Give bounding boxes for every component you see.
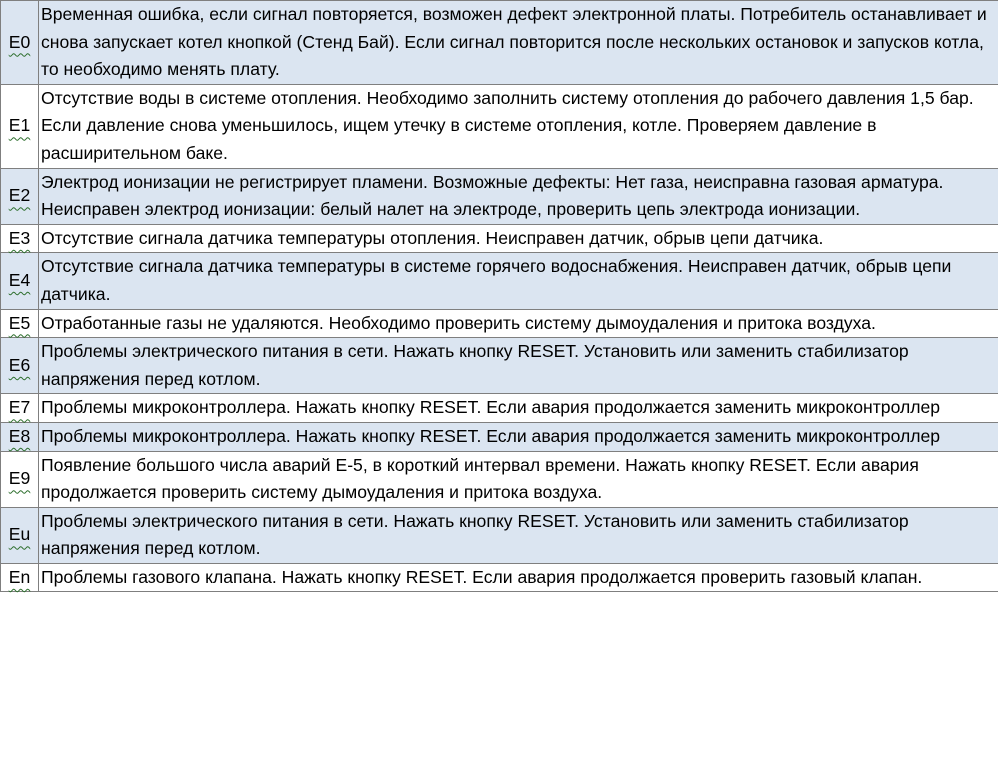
error-code-cell: Eu [1, 507, 39, 563]
error-code-cell: E4 [1, 253, 39, 309]
error-code-cell: E6 [1, 338, 39, 394]
error-code-cell: E8 [1, 422, 39, 451]
error-description-cell: Электрод ионизации не регистрирует пламени. Возможные дефекты: Нет газа, неисправна газовая арматура. Неисправен электрод ионизации: белый налет на электроде, проверить цепь электрода ионизации. [39, 168, 998, 224]
error-description-cell: Временная ошибка, если сигнал повторяется, возможен дефект электронной платы. Потребитель останавливает и снова запускает котел кнопкой (Стенд Бай). Если сигнал повторится после нескольких остановок и запусков котла, то необходимо менять плату. [39, 1, 998, 85]
table-row [1, 394, 998, 423]
error-description-cell: Отсутствие сигнала датчика температуры отопления. Неисправен датчик, обрыв цепи датчика. [39, 224, 998, 253]
table-row [1, 563, 998, 592]
error-code-cell: E3 [1, 224, 39, 253]
error-code-table-body [1, 1, 998, 592]
table-row [1, 507, 998, 563]
table-row [1, 451, 998, 507]
table-row [1, 253, 998, 309]
error-description-cell: Проблемы микроконтроллера. Нажать кнопку RESET. Если авария продолжается заменить микроконтроллер [39, 394, 998, 423]
error-description-cell: Проблемы электрического питания в сети. Нажать кнопку RESET. Установить или заменить стабилизатор напряжения перед котлом. [39, 507, 998, 563]
error-description-cell: Отсутствие воды в системе отопления. Необходимо заполнить систему отопления до рабочего давления 1,5 бар. Если давление снова уменьшилось, ищем утечку в системе отопления, котле. Проверяем давление в расширительном баке. [39, 84, 998, 168]
error-code-cell: E9 [1, 451, 39, 507]
table-row [1, 338, 998, 394]
error-description-cell: Проблемы микроконтроллера. Нажать кнопку RESET. Если авария продолжается заменить микроконтроллер [39, 422, 998, 451]
error-description-cell: Отсутствие сигнала датчика температуры в системе горячего водоснабжения. Неисправен датчик, обрыв цепи датчика. [39, 253, 998, 309]
error-code-cell: E7 [1, 394, 39, 423]
table-row [1, 224, 998, 253]
table-row [1, 422, 998, 451]
error-code-cell: E5 [1, 309, 39, 338]
error-code-cell: E0 [1, 1, 39, 85]
table-row [1, 84, 998, 168]
error-code-cell: En [1, 563, 39, 592]
error-description-cell: Отработанные газы не удаляются. Необходимо проверить систему дымоудаления и притока воздуха. [39, 309, 998, 338]
error-description-cell: Появление большого числа аварий Е-5, в короткий интервал времени. Нажать кнопку RESET. Если авария продолжается проверить систему дымоудаления и притока воздуха. [39, 451, 998, 507]
error-code-cell: E1 [1, 84, 39, 168]
table-row [1, 168, 998, 224]
error-description-cell: Проблемы электрического питания в сети. Нажать кнопку RESET. Установить или заменить стабилизатор напряжения перед котлом. [39, 338, 998, 394]
table-row [1, 1, 998, 85]
error-description-cell: Проблемы газового клапана. Нажать кнопку RESET. Если авария продолжается проверить газовый клапан. [39, 563, 998, 592]
table-row [1, 309, 998, 338]
error-code-cell: E2 [1, 168, 39, 224]
